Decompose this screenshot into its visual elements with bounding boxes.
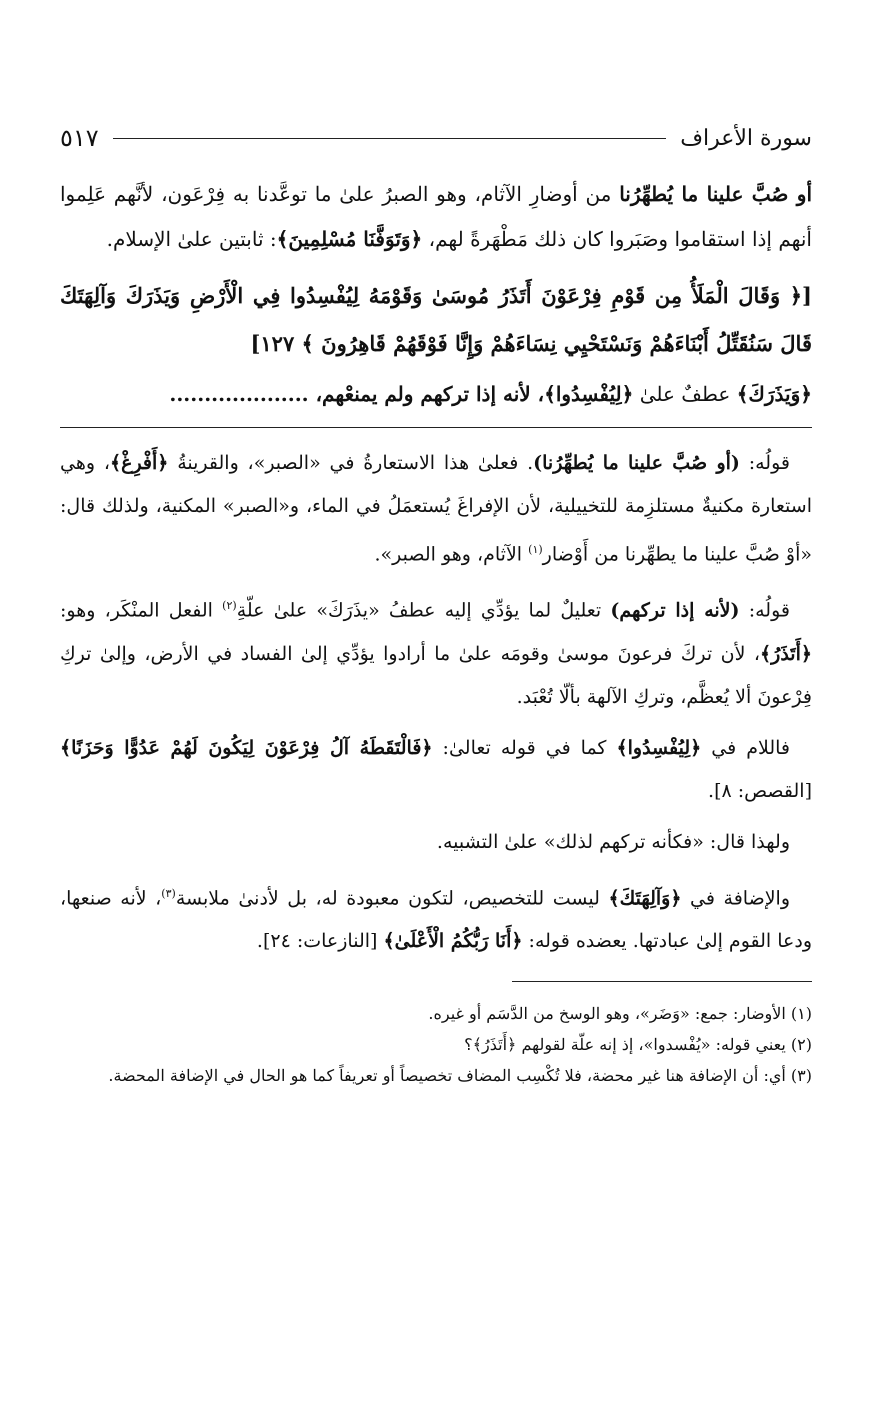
quran-verse: [﴿ وَقَالَ الْمَلَأُ مِن قَوْمِ فِرْعَوْنَ أَتَذَرُ مُوسَىٰ وَقَوْمَهُ لِيُفْسِدُوا فِي الْأَرْضِ وَيَذَرَكَ وَآلِهَتَكَ قَالَ سَنُقَتِّلُ أَبْنَاءَهُمْ وَنَسْتَحْيِي نِسَاءَهُمْ وَإِنَّا فَوْقَهُمْ قَاهِرُونَ ﴾ ١٢٧] [60, 283, 812, 356]
comm5-ref: [النازعات: ٢٤]. [256, 929, 384, 952]
comm3-ref: [القصص: ٨]. [708, 779, 812, 802]
comm1-text: . فعلىٰ هذا الاستعارةُ في «الصبر»، والقرينةُ [168, 452, 534, 474]
comm5-quote-2: ﴿أَنَا رَبُّكُمُ الْأَعْلَىٰ﴾ [383, 929, 523, 952]
after-verse-quote-2: ﴿لِيُفْسِدُوا﴾ [544, 382, 634, 406]
comm5-lead: والإضافة في [681, 886, 790, 909]
comm2-lead: قولُه: [739, 599, 790, 622]
footnotes [60, 998, 812, 1091]
main-text-body: من أوضارِ الآثام، وهو الصبرُ علىٰ ما توعَّدنا به فِرْعَون، لأنَّهم عَلِموا أنهم إذا استقاموا وصَبَروا كان ذلك مَطْهَرةً لهم، [60, 182, 812, 251]
after-verse-text-1: عطفٌ علىٰ [633, 382, 737, 406]
footnote-3: (٣) أي: أن الإضافة هنا غير محضة، فلا تُكْسِب المضاف تخصيصاً أو تعريفاً كما هو الحال في الإضافة المحضة. [108, 1065, 812, 1085]
book-page [60, 118, 812, 1091]
comm2-bold: (لأنه إذا تركهم) [610, 599, 740, 622]
footnote-ref-3[interactable]: (٣) [161, 886, 176, 900]
comm1-bold: (أو صُبَّ علينا ما يُطهِّرُنا) [533, 452, 740, 474]
surah-title: سورة الأعراف [680, 125, 812, 151]
comm3-lead: فاللام في [701, 736, 790, 759]
comm2-quote: ﴿أَتَذَرُ﴾ [760, 642, 812, 665]
footnote-rule [512, 981, 812, 982]
after-verse-bold: ، لأنه إذا تركهم ولم يمنعْهم، .................... [169, 382, 545, 406]
footnote-1: (١) الأوضار: جمع: «وَضَر»، وهو الوسخ من الدَّسَم أو غيره. [428, 1003, 812, 1023]
comm2-text: تعليلٌ لما يؤدِّي إليه عطفُ «يذَرَكَ» علىٰ علّةِ [236, 599, 611, 622]
after-verse-quote-1: ﴿وَيَذَرَكَ﴾ [736, 382, 812, 406]
comm5-quote-1: ﴿وَآلِهَتَكَ﴾ [608, 886, 682, 909]
main-text [60, 172, 812, 262]
comm3-text: كما في قوله تعالىٰ: [432, 736, 617, 759]
commentary [60, 442, 812, 963]
comm1-rest: ، وهي استعارة مكنيةٌ مستلزِمة للتخييلية، لأن الإفراغَ يُستعمَلُ في الماء، و«الصبر» المكنية، ولذلك قال: «أوْ صُبَّ علينا ما يطهِّرنا من أَوْضار [60, 452, 812, 566]
main-text-end: : ثابتين علىٰ الإسلام. [106, 227, 277, 251]
commentary-paragraph-4: ولهذا قال: «فكأنه تركهم لذلك» علىٰ التشبيه. [436, 830, 790, 853]
header-rule [113, 138, 667, 139]
comm5-text2: ، لأنه صنعها، ودعا القوم إلىٰ عبادتها. يعضده قوله: [60, 886, 812, 952]
comm3-quote-2: ﴿فَالْتَقَطَهُ آلُ فِرْعَوْنَ لِيَكُونَ لَهُمْ عَدُوًّا وَحَزَنًا﴾ [60, 736, 433, 759]
commentary-paragraph-2 [60, 584, 812, 718]
main-quran-quote: ﴿وَتَوَفَّنَا مُسْلِمِينَ﴾ [276, 227, 423, 251]
section-divider [60, 427, 812, 428]
comm3-quote-1: ﴿لِيُفْسِدُوا﴾ [616, 736, 702, 759]
comm1-end: الآثام، وهو الصبر». [374, 543, 529, 566]
commentary-paragraph-3 [60, 727, 812, 813]
footnote-ref-1[interactable]: (١) [528, 543, 543, 556]
comm2-rest: ، لأن تركَ فرعونَ موسىٰ وقومَه علىٰ ما أرادوا يؤدِّي إلىٰ الفساد في الأرض، وإلىٰ تركِ فِرْعونَ ألا يُعظَّم، وتركِ الآلهة بألّا تُعْبَد. [60, 642, 812, 708]
footnote-2: (٢) يعني قوله: «يُفْسدوا»، إذ إنه علّة لقولهم ﴿أَتَذَرُ﴾؟ [464, 1034, 812, 1054]
footnote-ref-2[interactable]: (٢) [222, 599, 237, 613]
main-paragraph [60, 172, 812, 262]
page-number: ٥١٧ [60, 124, 99, 152]
after-verse-paragraph [60, 372, 812, 417]
after-verse-text [60, 372, 812, 417]
comm5-text: ليست للتخصيص، لتكون معبودة له، بل لأدنىٰ ملابسة [175, 886, 609, 909]
comm2-text2: الفعل المنْكَر، وهو: [60, 599, 223, 622]
comm1-lead: قولُه: [739, 452, 790, 474]
comm1-quote: ﴿أَفْرِغْ﴾ [109, 452, 169, 474]
page-header [60, 118, 812, 158]
main-bold-phrase: أو صُبَّ علينا ما يُطهِّرُنا [619, 182, 812, 206]
commentary-paragraph-1 [60, 442, 812, 576]
commentary-paragraph-5 [60, 872, 812, 963]
